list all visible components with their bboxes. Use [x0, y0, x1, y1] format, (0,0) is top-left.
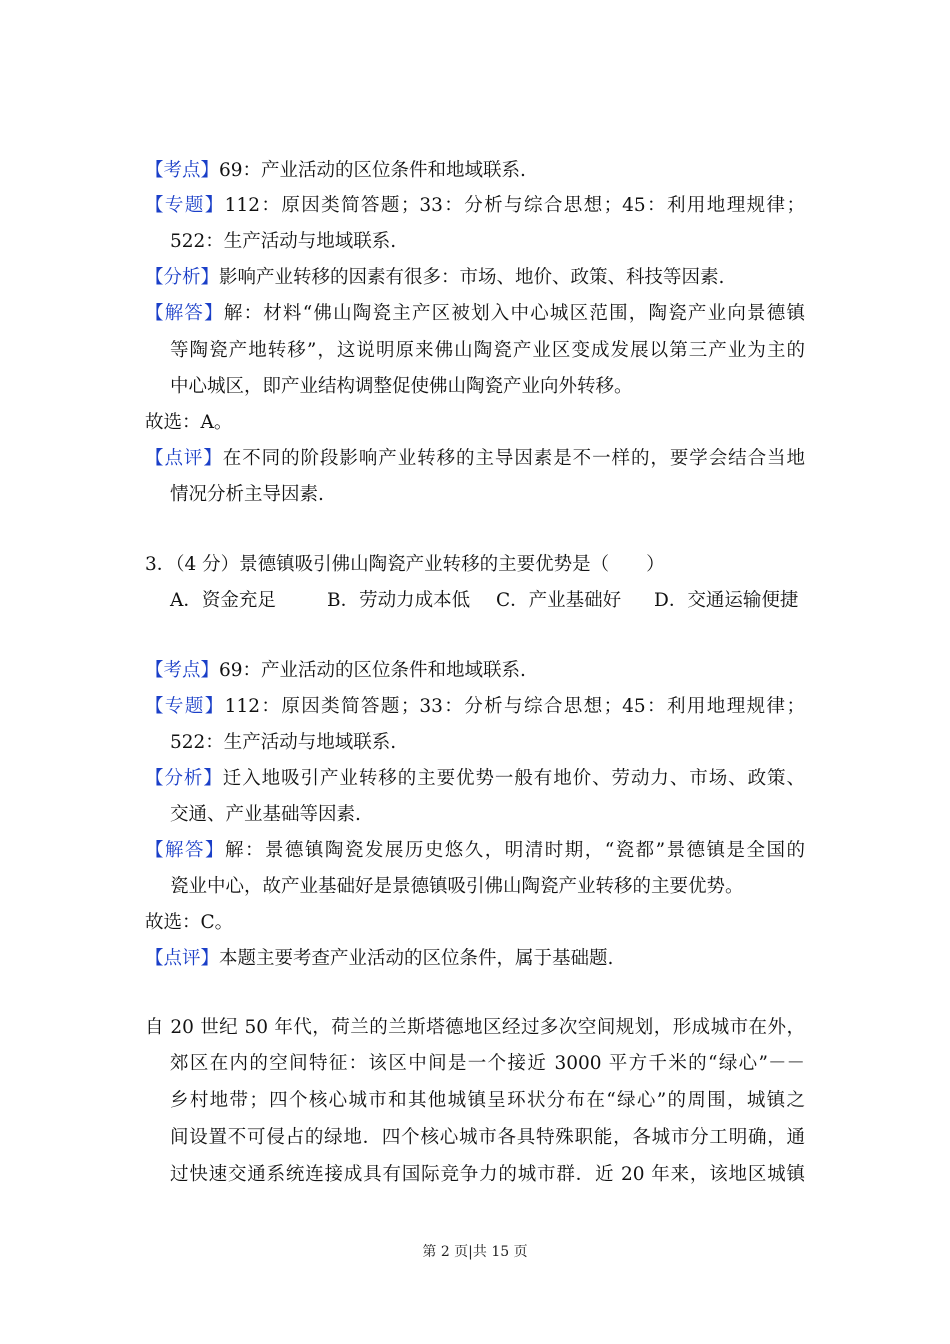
kaodian-text: 69：产业活动的区位条件和地域联系. [219, 660, 526, 681]
dianping-text: 在不同的阶段影响产业转移的主导因素是不一样的，要学会结合当地 [222, 448, 805, 469]
q3-choice: 故选：C。 [145, 912, 234, 933]
dianping-tag: 【点评】 [145, 448, 223, 469]
jieda-tag: 【解答】 [145, 303, 224, 324]
q3-stem: 3．（4 分）景德镇吸引佛山陶瓷产业转移的主要优势是（ ） [145, 554, 665, 575]
zhuanti-tag: 【专题】 [145, 195, 225, 216]
option-d: D．交通运输便捷 [654, 590, 799, 611]
fenxi-tag: 【分析】 [145, 768, 223, 789]
q3-kaodian [145, 653, 526, 689]
q2-dianping [145, 441, 805, 477]
kaodian-tag: 【考点】 [145, 660, 220, 681]
q2-fenxi [145, 260, 724, 296]
passage-line-5: 过快速交通系统连接成具有国际竞争力的城市群．近 20 年来，该地区城镇 [170, 1164, 805, 1185]
fenxi-text: 影响产业转移的因素有很多：市场、地价、政策、科技等因素. [219, 267, 725, 288]
passage-line-1: 自 20 世纪 50 年代，荷兰的兰斯塔德地区经过多次空间规划，形成城市在外， [145, 1017, 805, 1038]
kaodian-text: 69：产业活动的区位条件和地域联系. [219, 160, 526, 181]
q2-kaodian [145, 153, 526, 189]
zhuanti-text: 112：原因类简答题；33：分析与综合思想；45：利用地理规律； [224, 696, 805, 717]
option-a: A．资金充足 [170, 590, 276, 611]
q3-fenxi-cont: 交通、产业基础等因素. [170, 804, 361, 825]
fenxi-text: 迁入地吸引产业转移的主要优势一般有地价、劳动力、市场、政策、 [222, 768, 805, 789]
dianping-tag: 【点评】 [145, 948, 220, 969]
zhuanti-text: 112：原因类简答题；33：分析与综合思想；45：利用地理规律； [224, 195, 805, 216]
option-b: B．劳动力成本低 [327, 590, 471, 611]
kaodian-tag: 【考点】 [145, 160, 220, 181]
q3-fenxi [145, 761, 805, 797]
q2-jieda [145, 296, 805, 332]
q2-jieda-cont-1: 等陶瓷产地转移”，这说明原来佛山陶瓷产业区变成发展以第三产业为主的 [170, 340, 805, 361]
q3-dianping [145, 941, 613, 977]
q3-jieda [145, 833, 805, 869]
q2-dianping-cont: 情况分析主导因素. [170, 484, 324, 505]
q2-choice: 故选：A。 [145, 412, 233, 433]
passage-line-2: 郊区在内的空间特征：该区中间是一个接近 3000 平方千米的“绿心”－－ [170, 1053, 805, 1074]
q3-jieda-cont: 瓷业中心，故产业基础好是景德镇吸引佛山陶瓷产业转移的主要优势。 [170, 876, 744, 897]
q2-zhuanti [145, 188, 805, 224]
q2-jieda-cont-2: 中心城区，即产业结构调整促使佛山陶瓷产业向外转移。 [170, 376, 633, 397]
q3-zhuanti-cont: 522：生产活动与地域联系. [170, 732, 397, 753]
zhuanti-tag: 【专题】 [145, 696, 225, 717]
passage-line-3: 乡村地带；四个核心城市和其他城镇呈环状分布在“绿心”的周围，城镇之 [170, 1090, 805, 1111]
option-c: C．产业基础好 [496, 590, 622, 611]
q3-zhuanti [145, 689, 805, 725]
jieda-text: 解：景德镇陶瓷发展历史悠久，明清时期，“瓷都”景德镇是全国的 [224, 840, 805, 861]
jieda-tag: 【解答】 [145, 840, 225, 861]
passage-line-4: 间设置不可侵占的绿地．四个核心城市各具特殊职能，各城市分工明确，通 [170, 1127, 805, 1148]
jieda-text: 解：材料“佛山陶瓷主产区被划入中心城区范围，陶瓷产业向景德镇 [223, 303, 805, 324]
page-number-footer: 第 2 页|共 15 页 [422, 1244, 528, 1260]
q2-zhuanti-cont: 522：生产活动与地域联系. [170, 231, 397, 252]
dianping-text: 本题主要考查产业活动的区位条件，属于基础题. [219, 948, 614, 969]
fenxi-tag: 【分析】 [145, 267, 220, 288]
